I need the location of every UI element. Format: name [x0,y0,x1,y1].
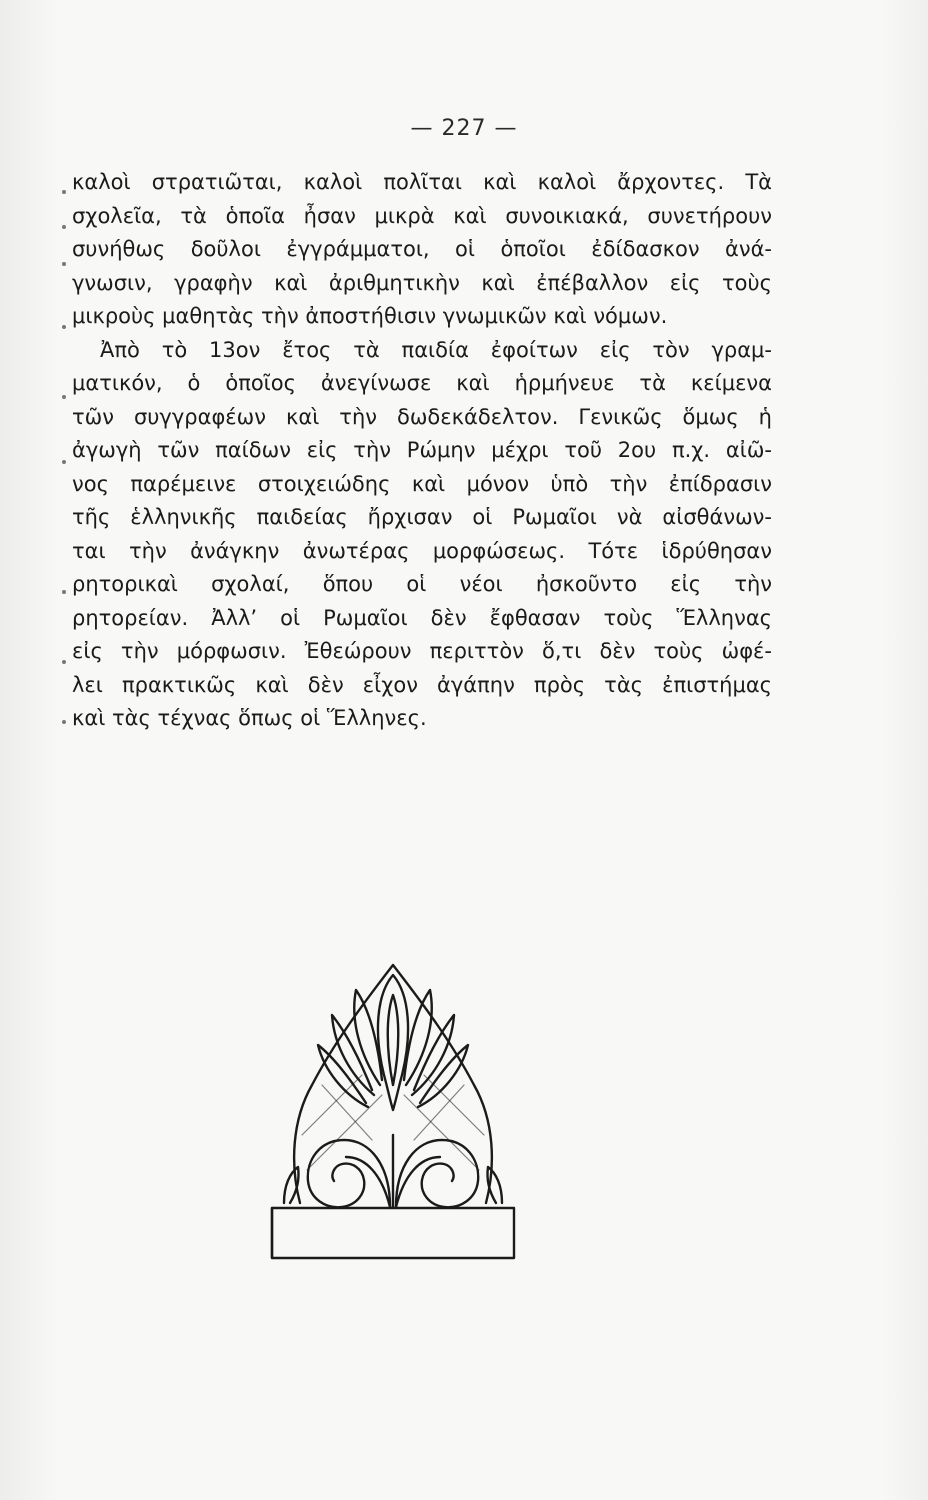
text-line-3: συνήθως δοῦλοι ἐγγράμματοι, οἱ ὁποῖοι ἐδίδασκον ἀνά- [72,237,772,261]
text-line-13: ρητορικαὶ σχολαί, ὅπου οἱ νέοι ἠσκοῦντο εἰς τὴν [72,572,772,596]
page-number: — 227 — [410,116,518,141]
text-line-5: μικροὺς μαθητὰς τὴν ἀποστήθισιν γνωμικῶν καὶ νόμων. [72,304,668,328]
body-text [72,166,772,736]
scan-mark [62,262,66,266]
text-line-12: ται τὴν ἀνάγκην ἀνωτέρας μορφώσεως. Τότε ἱδρύθησαν [72,538,772,563]
text-line-10: νος παρέμεινε στοιχειώδης καὶ μόνον ὑπὸ τὴν ἐπίδρασιν [72,471,772,496]
scan-mark [62,325,66,329]
text-line-11: τῆς ἑλληνικῆς παιδείας ἤρχισαν οἱ Ρωμαῖοι νὰ αἰσθάνων- [72,505,772,529]
scan-mark [62,395,66,399]
text-line-8: τῶν συγγραφέων καὶ τὴν δωδεκάδελτον. Γενικῶς ὅμως ἡ [72,404,772,429]
text-line-15: εἰς τὴν μόρφωσιν. Ἐθεώρουν περιττὸν ὅ,τι δὲν τοὺς ὠφέ- [72,639,772,663]
scan-mark [62,720,66,724]
text-line-17: καὶ τὰς τέχνας ὅπως οἱ Ἕλληνες. [72,706,427,730]
text-line-14: ρητορείαν. Ἀλλ’ οἱ Ρωμαῖοι δὲν ἔφθασαν τοὺς Ἕλληνας [72,605,772,630]
text-line-9: ἀγωγὴ τῶν παίδων εἰς τὴν Ρώμην μέχρι τοῦ 2ου π.χ. αἰῶ- [72,438,772,462]
scan-mark [62,225,66,229]
text-line-7: ματικόν, ὁ ὁποῖος ἀνεγίνωσε καὶ ἡρμήνευε τὰ κείμενα [72,371,772,395]
text-line-6: Ἀπὸ τὸ 13ον ἔτος τὰ παιδία ἐφοίτων εἰς τὸν γραμ- [100,337,772,362]
scan-mark [62,590,66,594]
scan-mark [62,460,66,464]
scan-mark [62,660,66,664]
text-line-4: γνωσιν, γραφὴν καὶ ἀριθμητικὴν καὶ ἐπέβαλλον εἰς τοὺς [72,270,772,295]
palmette-acroterion-icon [262,935,524,1280]
text-line-1: καλοὶ στρατιῶται, καλοὶ πολῖται καὶ καλοὶ ἄρχοντες. Τὰ [72,170,772,194]
scan-mark [62,190,66,194]
text-line-2: σχολεῖα, τὰ ὁποῖα ἦσαν μικρὰ καὶ συνοικιακά, συνετήρουν [72,203,772,228]
text-line-16: λει πρακτικῶς καὶ δὲν εἶχον ἀγάπην πρὸς τὰς ἐπιστήμας [72,672,772,697]
